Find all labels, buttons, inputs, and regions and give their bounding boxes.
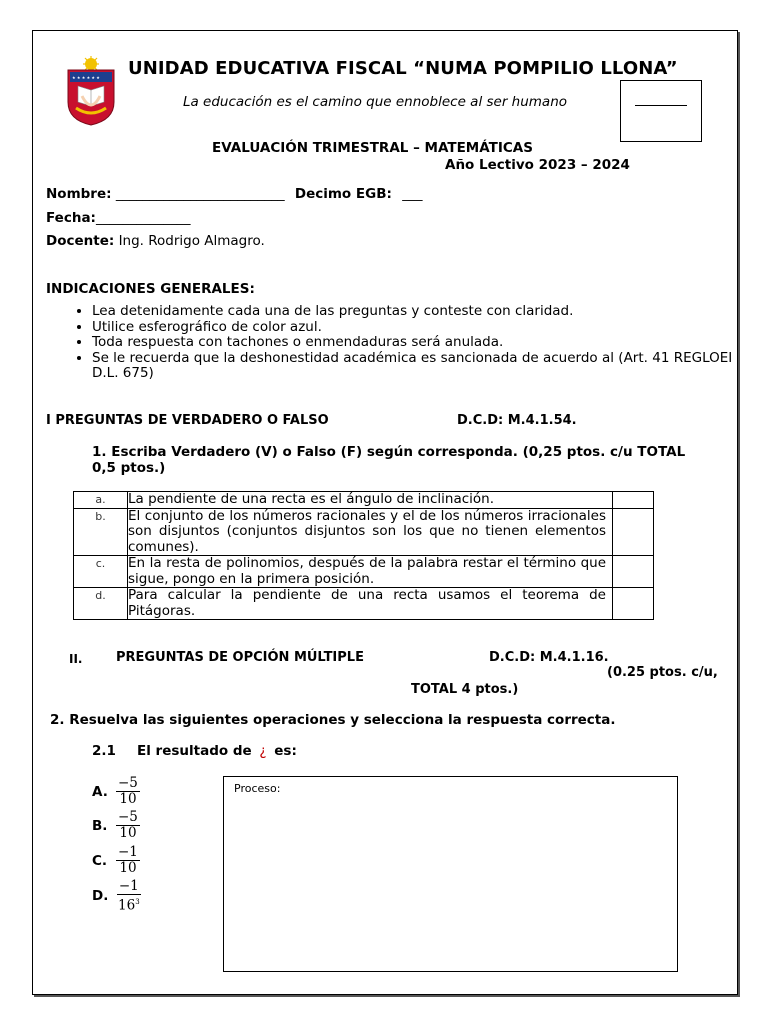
evaluation-title: EVALUACIÓN TRIMESTRAL – MATEMÁTICAS — [212, 140, 533, 156]
row-letter: b. — [74, 508, 128, 556]
row-letter: a. — [74, 492, 128, 509]
fraction-numerator: −1 — [118, 878, 139, 894]
question-1: 1. Escriba Verdadero (V) o Falso (F) según corresponda. (0,25 ptos. c/u TOTAL 0,5 ptos.) — [92, 444, 686, 476]
option-d[interactable] — [92, 879, 142, 914]
question-2-1-text-a: El resultado de — [137, 743, 252, 759]
instructions-title: INDICACIONES GENERALES: — [46, 281, 255, 297]
instruction-item: • Lea detenidamente cada una de las preguntas y conteste con claridad. — [92, 304, 742, 320]
fraction-denominator: 10 — [119, 860, 137, 876]
date-blank[interactable]: ______________ — [95, 210, 191, 226]
option-letter: B. — [92, 817, 108, 834]
row-statement: La pendiente de una recta es el ángulo de inclinación. — [128, 492, 613, 509]
option-letter: C. — [92, 852, 108, 869]
grade-box — [620, 80, 702, 142]
table-row — [74, 588, 654, 620]
row-letter: d. — [74, 588, 128, 620]
question-2: 2. Resuelva las siguientes operaciones y selecciona la respuesta correcta. — [50, 712, 616, 728]
grade-line — [635, 105, 687, 106]
name-blank[interactable]: _________________________ — [115, 186, 285, 202]
row-statement: El conjunto de los números racionales y el de los números irracionales son disjuntos (conjuntos disjuntos son los que no tienen elementos comunes). — [128, 508, 613, 556]
answer-cell[interactable] — [613, 588, 654, 620]
fraction-denominator: 10 — [119, 825, 137, 841]
grade-label: Decimo EGB: — [294, 186, 392, 202]
instructions-list — [64, 304, 742, 382]
teacher-label: Docente: — [46, 233, 115, 249]
answer-cell[interactable] — [613, 508, 654, 556]
fraction-denominator — [116, 895, 142, 914]
teacher-row — [46, 233, 265, 249]
option-fraction — [116, 845, 140, 876]
row-statement: En la resta de polinomios, después de la palabra restar el término que sigue, pongo en la primera posición. — [128, 556, 613, 588]
date-row — [46, 210, 190, 226]
section2-total: TOTAL 4 ptos.) — [411, 682, 519, 697]
fraction-numerator: −5 — [118, 775, 138, 791]
option-fraction — [116, 879, 142, 914]
question-2-1 — [137, 743, 297, 759]
school-crest-logo — [66, 56, 116, 126]
denominator-base: 16 — [118, 897, 136, 914]
fraction-numerator: −5 — [118, 809, 138, 825]
grade-blank[interactable]: ___ — [402, 186, 423, 202]
school-name: UNIDAD EDUCATIVA FISCAL “NUMA POMPILIO LLONA” — [128, 58, 678, 79]
row-statement: Para calcular la pendiente de una recta usamos el teorema de Pitágoras. — [128, 588, 613, 620]
answer-cell[interactable] — [613, 556, 654, 588]
option-letter: A. — [92, 783, 108, 800]
option-b[interactable] — [92, 810, 140, 841]
process-label: Proceso: — [234, 782, 281, 795]
teacher-value: Ing. Rodrigo Almagro. — [118, 233, 265, 249]
name-label: Nombre: — [46, 186, 112, 202]
name-row — [46, 186, 422, 202]
true-false-table — [73, 491, 654, 620]
section2-number: II. — [69, 652, 83, 666]
svg-text:★ ★ ★ ★ ★ ★: ★ ★ ★ ★ ★ ★ — [72, 75, 100, 80]
section2-title: PREGUNTAS DE OPCIÓN MÚLTIPLE — [116, 650, 364, 665]
instruction-item: • Toda respuesta con tachones o enmendaduras será anulada. — [92, 335, 742, 351]
option-fraction — [116, 776, 140, 807]
table-row — [74, 508, 654, 556]
answer-cell[interactable] — [613, 492, 654, 509]
section1-dcd: D.C.D: M.4.1.54. — [457, 413, 577, 428]
table-row — [74, 556, 654, 588]
section2-points: (0.25 ptos. c/u, — [607, 665, 718, 680]
denominator-exponent: 3 — [135, 898, 140, 906]
school-year: Año Lectivo 2023 – 2024 — [445, 157, 630, 173]
option-letter: D. — [92, 888, 109, 905]
option-fraction — [116, 810, 140, 841]
date-label: Fecha: — [46, 210, 96, 226]
question-2-1-symbol: ¿ — [259, 743, 267, 759]
question-2-1-number: 2.1 — [92, 743, 116, 759]
question-2-1-text-b: es: — [274, 743, 297, 759]
instruction-item: • Utilice esferográfico de color azul. — [92, 320, 742, 336]
fraction-denominator: 10 — [119, 791, 137, 807]
process-box[interactable] — [223, 776, 678, 972]
fraction-numerator: −1 — [118, 844, 138, 860]
section1-title: I PREGUNTAS DE VERDADERO O FALSO — [46, 413, 329, 428]
section2-dcd: D.C.D: M.4.1.16. — [489, 650, 609, 665]
school-motto: La educación es el camino que ennoblece al ser humano — [182, 94, 568, 110]
row-letter: c. — [74, 556, 128, 588]
option-c[interactable] — [92, 845, 140, 876]
option-a[interactable] — [92, 776, 140, 807]
instruction-item: • Se le recuerda que la deshonestidad académica es sancionada de acuerdo al (Art. 41 REGLOEI D.L. 675) — [92, 351, 742, 382]
table-row — [74, 492, 654, 509]
